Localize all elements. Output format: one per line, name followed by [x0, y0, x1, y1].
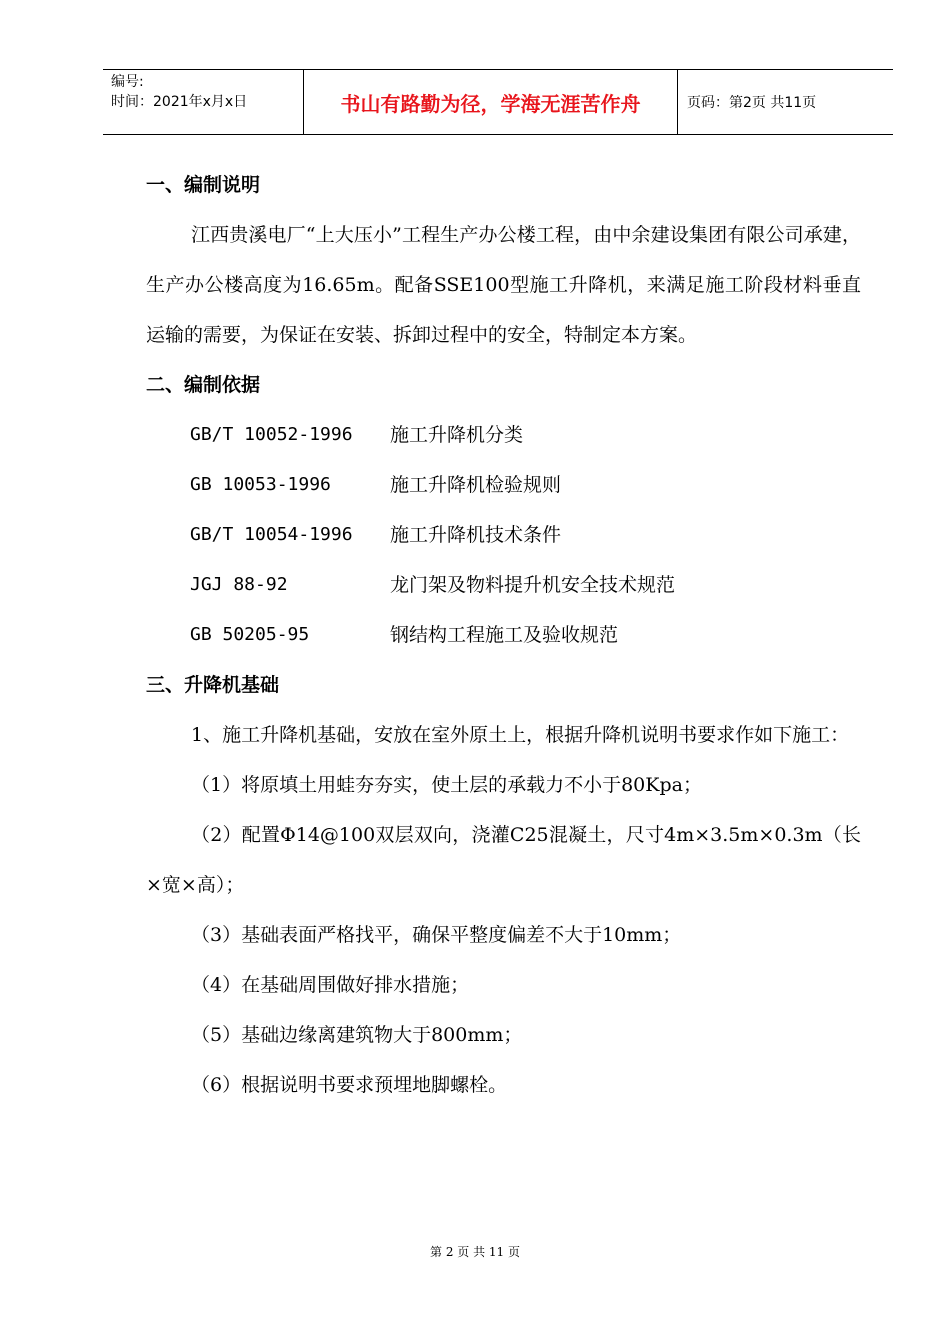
page-footer	[0, 1244, 950, 1260]
header-meta-cell	[103, 70, 304, 134]
date-label: 时间：2021年x月x日	[111, 94, 248, 110]
reference-list	[146, 410, 861, 660]
section-heading-3: 三、升降机基础	[146, 674, 280, 696]
reference-row	[146, 560, 861, 610]
section-1-paragraph: 江西贵溪电厂“上大压小”工程生产办公楼工程，由中余建设集团有限公司承建，生产办公楼高度为16.65m。配备SSE100型施工升降机，来满足施工阶段材料垂直运输的需要，为保证在安装、拆卸过程中的安全，特制定本方案。	[146, 224, 861, 346]
reference-code: GB/T 10054-1996	[190, 524, 353, 545]
page-info: 页码：第2页 共11页	[687, 95, 817, 111]
reference-title: 龙门架及物料提升机安全技术规范	[390, 574, 676, 596]
reference-row	[146, 410, 861, 460]
reference-code: GB/T 10052-1996	[190, 424, 353, 445]
list-item: （3）基础表面严格找平，确保平整度偏差不大于10mm；	[191, 924, 682, 946]
reference-code: JGJ 88-92	[190, 574, 288, 595]
reference-title: 施工升降机检验规则	[390, 474, 562, 496]
reference-row	[146, 460, 861, 510]
header-motto-cell	[304, 70, 678, 134]
motto-text: 书山有路勤为径，学海无涯苦作舟	[340, 91, 641, 116]
list-item: （4）在基础周围做好排水措施；	[191, 974, 470, 996]
list-item: （1）将原填土用蛙夯夯实，使土层的承载力不小于80Kpa；	[191, 774, 702, 796]
list-item: （2）配置Φ14@100双层双向，浇灌C25混凝土，尺寸4m×3.5m×0.3m（长×宽×高）；	[146, 824, 861, 896]
page-header	[103, 69, 893, 135]
reference-code: GB 10053-1996	[190, 474, 331, 495]
section-3-intro: 1、施工升降机基础，安放在室外原土上，根据升降机说明书要求作如下施工：	[191, 724, 850, 746]
section-heading-2: 二、编制依据	[146, 374, 261, 396]
reference-title: 施工升降机分类	[390, 424, 524, 446]
list-item: （5）基础边缘离建筑物大于800mm；	[191, 1024, 523, 1046]
reference-title: 施工升降机技术条件	[390, 524, 562, 546]
header-page-cell	[678, 70, 893, 134]
number-label: 编号:	[111, 74, 144, 90]
reference-title: 钢结构工程施工及验收规范	[390, 624, 619, 646]
list-item: （6）根据说明书要求预埋地脚螺栓。	[191, 1074, 508, 1096]
reference-code: GB 50205-95	[190, 624, 310, 645]
reference-row	[146, 610, 861, 660]
section-heading-1: 一、编制说明	[146, 174, 261, 196]
reference-row	[146, 510, 861, 560]
footer-page-number: 第 2 页 共 11 页	[430, 1245, 520, 1259]
document-body	[146, 160, 861, 1110]
